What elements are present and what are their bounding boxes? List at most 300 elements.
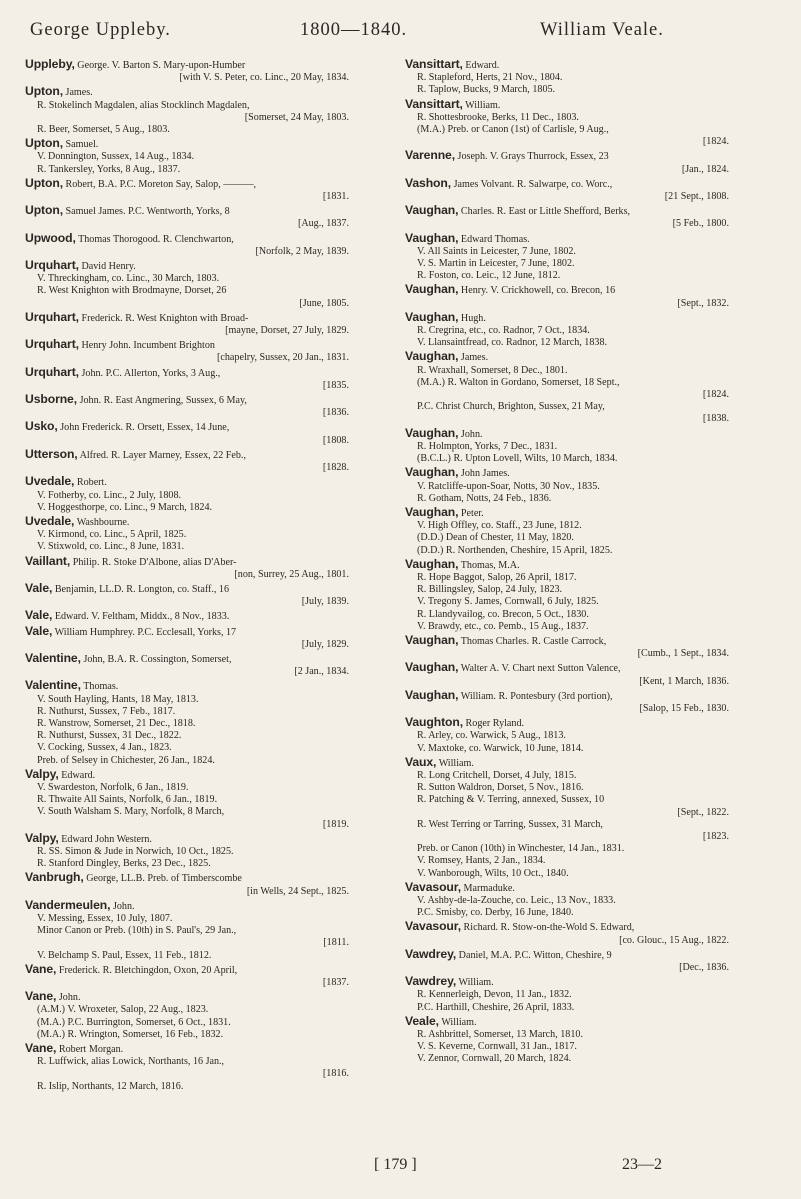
entry-heading-line (405, 232, 735, 246)
entry (25, 58, 355, 84)
entry-text: Samuel James. P.C. Wentworth, Yorks, 8 (65, 206, 230, 218)
entry-surname: Usborne, (25, 392, 78, 407)
entry-line: [Jan., 1824. (681, 163, 729, 175)
entry-surname: Vaughan, (405, 309, 459, 324)
entry-line: R. Shottesbrooke, Berks, 11 Dec., 1803. (417, 111, 579, 123)
entry-text: James. (65, 87, 93, 99)
entry-surname: Vane, (25, 989, 57, 1004)
entry-surname: Usko, (25, 419, 58, 434)
entry-heading-line (25, 448, 355, 462)
entry-text: William. (465, 99, 501, 111)
entry-line: [21 Sept., 1808. (664, 191, 729, 203)
entry-line: [Somerset, 24 May, 1803. (244, 111, 349, 123)
entry-text: James Volvant. R. Salwarpe, co. Worc., (453, 178, 613, 190)
entry-line: (M.A.) P.C. Burrington, Somerset, 6 Oct., 1831. (37, 1016, 231, 1028)
entry-line: [2 Jan., 1834. (294, 666, 349, 678)
entry-line: V. Brawdy, etc., co. Pemb., 15 Aug., 1837. (417, 620, 589, 632)
entry-surname: Vane, (25, 1041, 57, 1056)
entry-heading-line (25, 832, 355, 846)
entry-line: V. Messing, Essex, 10 July, 1807. (37, 913, 173, 924)
entry-line: V. Wanborough, Wilts, 10 Oct., 1840. (417, 867, 569, 879)
entry-line: V. Swardeston, Norfolk, 6 Jan., 1819. (37, 781, 189, 793)
entry-heading-line (25, 58, 355, 72)
entry-text: Samuel. (65, 139, 99, 151)
entry-line: [1816. (322, 1068, 349, 1080)
entry-line: [mayne, Dorset, 27 July, 1829. (225, 325, 349, 337)
entry-text: James. (460, 352, 489, 364)
running-head-date-range: 1800—1840. (300, 20, 408, 40)
entry (25, 177, 355, 203)
entry-line: R. Cregrina, etc., co. Radnor, 7 Oct., 1834. (417, 325, 590, 337)
entry-text: Washbourne. (76, 516, 130, 528)
entry-text: John. (112, 900, 135, 912)
entry-line: [1837. (322, 977, 349, 989)
entry-heading-line (405, 634, 735, 648)
entry-text: Philip. R. Stoke D'Albone, alias D'Aber- (72, 556, 237, 568)
entry (405, 756, 735, 880)
right-column (405, 58, 735, 1138)
entry-heading-line (405, 58, 735, 72)
entry-surname: Uvedale, (25, 474, 75, 489)
entry-heading-line (25, 137, 355, 151)
entry-heading-line (25, 1042, 355, 1056)
entry-heading-line (405, 149, 735, 163)
page-footer (0, 1156, 801, 1186)
entry-line: P.C. Harthill, Cheshire, 26 April, 1833. (417, 1001, 575, 1013)
entry-text: John James. (460, 468, 510, 480)
entry (25, 652, 355, 678)
entry-line: R. Sutton Waldron, Dorset, 5 Nov., 1816. (417, 782, 584, 794)
entry-text: Edward. (465, 60, 500, 71)
entry-surname: Vawdrey, (405, 974, 457, 989)
entry-heading-line (25, 768, 355, 782)
entry-text: John. R. East Angmering, Sussex, 6 May, (79, 395, 247, 407)
signature-mark: 23—2 (622, 1156, 662, 1173)
entry-line: Preb. or Canon (10th) in Winchester, 14 Jan., 1831. (417, 843, 625, 855)
entry-text: William. (441, 1016, 477, 1028)
entry (405, 177, 735, 203)
entry (25, 85, 355, 136)
entry (25, 1042, 355, 1093)
entry-heading-line (25, 652, 355, 666)
entry-heading-line (25, 85, 355, 99)
entry-line: V. Llansaintfread, co. Radnor, 12 March, 1838. (417, 337, 608, 349)
entry-heading-line (405, 177, 735, 191)
left-column (25, 58, 355, 1138)
entry (405, 506, 735, 557)
entry-surname: Vaughan, (405, 632, 459, 647)
entry (25, 366, 355, 392)
entry-line: R. West Terring or Tarring, Sussex, 31 March, (417, 818, 603, 830)
entry-line: [5 Feb., 1800. (672, 218, 729, 230)
entry-text: Benjamin, LL.D. R. Longton, co. Staff., 16 (54, 583, 230, 595)
entry-line: V. Cocking, Sussex, 4 Jan., 1823. (37, 742, 172, 754)
entry (25, 832, 355, 871)
entry-line: [1835. (322, 379, 349, 391)
entry-line: R. West Knighton with Brodmayne, Dorset, 26 (37, 285, 227, 297)
entry-heading-line (25, 963, 355, 977)
entry (405, 350, 735, 425)
entry-line: [July, 1829. (301, 638, 349, 650)
entry-text: Edward Thomas. (460, 233, 530, 245)
entry (405, 881, 735, 920)
entry-surname: Utterson, (25, 446, 78, 461)
entry-line: V. South Walsham S. Mary, Norfolk, 8 March, (37, 806, 225, 818)
entry-text: Charles. R. East or Little Shefford, Berks, (460, 206, 631, 218)
entry-surname: Vaughan, (405, 465, 459, 480)
entry-line: R. Ashbrittel, Somerset, 13 March, 1810. (417, 1029, 583, 1041)
entry-heading-line (25, 679, 355, 693)
entry-line: Preb. of Selsey in Chichester, 26 Jan., 1824. (37, 754, 215, 766)
entry-line: (M.A.) Preb. or Canon (1st) of Carlisle, 9 Aug., (417, 124, 609, 136)
entry-text: Thomas, M.A. (460, 559, 520, 571)
entry-line: [Sept., 1832. (677, 297, 729, 309)
entry-line: [with V. S. Peter, co. Linc., 20 May, 1834. (179, 72, 349, 84)
entry (405, 948, 735, 974)
entry-heading-line (405, 283, 735, 297)
entry-surname: Vale, (25, 580, 53, 595)
entry (405, 634, 735, 660)
entry-surname: Vaughan, (405, 349, 459, 364)
entry-line: V. Stixwold, co. Linc., 8 June, 1831. (37, 541, 185, 553)
entry-line: (M.A.) R. Wrington, Somerset, 16 Feb., 1832. (37, 1028, 224, 1040)
entry-surname: Vavasour, (405, 879, 462, 894)
entry-line: R. Wanstrow, Somerset, 21 Dec., 1818. (37, 717, 196, 729)
entry-line: R. Kennerleigh, Devon, 11 Jan., 1832. (417, 989, 572, 1001)
entry-surname: Vashon, (405, 175, 452, 190)
entry-line: [Salop, 15 Feb., 1830. (639, 702, 729, 714)
entry-text: John. P.C. Allerton, Yorks, 3 Aug., (81, 367, 221, 379)
entry-line: R. Luffwick, alias Lowick, Northants, 16 Jan., (37, 1056, 225, 1068)
entry-text: David Henry. (81, 261, 136, 273)
entry-line: V. Hoggesthorpe, co. Linc., 9 March, 1824. (37, 501, 213, 513)
entry-surname: Upton, (25, 136, 63, 151)
entry-line: R. SS. Simon & Jude in Norwich, 10 Oct., 1825. (37, 845, 234, 857)
entry (25, 311, 355, 337)
entry-surname: Urquhart, (25, 309, 79, 324)
entry-line: [1828. (322, 462, 349, 474)
entry-text: George. V. Barton S. Mary-upon-Humber (77, 60, 246, 71)
entry-heading-line (25, 393, 355, 407)
entry-line: V. Threckingham, co. Linc., 30 March, 1803. (37, 273, 220, 285)
entry (25, 582, 355, 608)
entry-line: R. Long Critchell, Dorset, 4 July, 1815. (417, 769, 577, 781)
entry-heading-line (25, 609, 355, 623)
entry-line: V. S. Keverne, Cornwall, 31 Jan., 1817. (417, 1041, 577, 1053)
entry-text: Edward John Western. (61, 833, 152, 845)
entry (25, 448, 355, 474)
entry (405, 58, 735, 97)
entry-text: William. (458, 977, 494, 989)
entry-heading-line (25, 555, 355, 569)
entry-line: P.C. Smisby, co. Derby, 16 June, 1840. (417, 907, 574, 919)
entry-line: [Aug., 1837. (297, 218, 349, 230)
entry-line: (D.D.) Dean of Chester, 11 May, 1820. (417, 532, 574, 544)
entry-line: [June, 1805. (299, 297, 349, 309)
entry-line: [1823. (702, 830, 729, 842)
entry-heading-line (405, 975, 735, 989)
entry-text: Peter. (460, 507, 484, 519)
running-head-last-name: William Veale. (540, 20, 664, 40)
entry-heading-line (405, 661, 735, 675)
entry-line: R. Stokelinch Magdalen, alias Stocklinch Magdalen, (37, 99, 250, 111)
entry-line: [1838. (702, 413, 729, 425)
entry-text: Richard. R. Stow-on-the-Wold S. Edward, (463, 922, 635, 934)
entry (25, 555, 355, 581)
entry-heading-line (405, 427, 735, 441)
entry-text: John, B.A. R. Cossington, Somerset, (83, 653, 232, 665)
entry-text: William. (438, 757, 474, 769)
entry-surname: Vaughan, (405, 282, 459, 297)
running-head (30, 20, 771, 50)
entry-heading-line (25, 338, 355, 352)
entry-surname: Vaux, (405, 754, 437, 769)
entry-line: V. South Hayling, Hants, 18 May, 1813. (37, 693, 199, 705)
entry (25, 515, 355, 554)
entry-surname: Vansittart, (405, 58, 463, 71)
entry-surname: Vaughton, (405, 715, 464, 730)
entry-line: V. Ratcliffe-upon-Soar, Notts, 30 Nov., 1835. (417, 480, 600, 492)
entry-line: Minor Canon or Preb. (10th) in S. Paul's, 29 Jan., (37, 925, 237, 937)
entry-heading-line (405, 558, 735, 572)
entry-heading-line (25, 177, 355, 191)
entry-heading-line (405, 98, 735, 112)
entry-surname: Upwood, (25, 230, 76, 245)
entry-text: Joseph. V. Grays Thurrock, Essex, 23 (457, 151, 609, 163)
entry-line: P.C. Christ Church, Brighton, Sussex, 21 May, (417, 401, 605, 413)
entry-line: [in Wells, 24 Sept., 1825. (246, 885, 349, 897)
entry-line: V. S. Martin in Leicester, 7 June, 1802. (417, 258, 575, 270)
entry-heading-line (405, 689, 735, 703)
entry-text: Thomas Charles. R. Castle Carrock, (460, 635, 607, 647)
entry-heading-line (25, 871, 355, 885)
entry (405, 98, 735, 149)
entry-line: R. Stapleford, Herts, 21 Nov., 1804. (417, 72, 563, 84)
entry-surname: Urquhart, (25, 337, 79, 352)
entry-surname: Upton, (25, 203, 63, 218)
entry (25, 204, 355, 230)
entry-heading-line (25, 420, 355, 434)
entry-heading-line (405, 948, 735, 962)
entry-line: R. Nuthurst, Sussex, 7 Feb., 1817. (37, 705, 176, 717)
entry-line: [Cumb., 1 Sept., 1834. (637, 648, 729, 660)
entry-line: V. Zennor, Cornwall, 20 March, 1824. (417, 1053, 572, 1065)
entry-line: V. Maxtoke, co. Warwick, 10 June, 1814. (417, 742, 584, 754)
entry-heading-line (25, 475, 355, 489)
entry (25, 679, 355, 766)
entry (405, 149, 735, 175)
entry-surname: Vandermeulen, (25, 897, 111, 912)
entry-line: [1836. (322, 407, 349, 419)
entry-heading-line (405, 1015, 735, 1029)
entry-heading-line (405, 881, 735, 895)
entry-line: [Norfolk, 2 May, 1839. (255, 245, 349, 257)
entry-line: [July, 1839. (301, 596, 349, 608)
entry-surname: Vaillant, (25, 553, 71, 568)
entry-line: R. Stanford Dingley, Berks, 23 Dec., 1825. (37, 858, 211, 870)
entry (25, 259, 355, 310)
entry-heading-line (25, 990, 355, 1004)
entry-line: R. Billingsley, Salop, 24 July, 1823. (417, 584, 563, 596)
entry (25, 232, 355, 258)
entry-line: R. Hope Baggot, Salop, 26 April, 1817. (417, 571, 577, 583)
entry-heading-line (25, 311, 355, 325)
entry-line: [Sept., 1822. (677, 806, 729, 818)
entry-line: [chapelry, Sussex, 20 Jan., 1831. (217, 352, 349, 364)
entry-text: Robert, B.A. P.C. Moreton Say, Salop, ———, (65, 178, 257, 190)
entry-surname: Vane, (25, 961, 57, 976)
entry-text: Henry. V. Crickhowell, co. Brecon, 16 (460, 285, 616, 297)
entry-text: Frederick. R. West Knighton with Broad- (81, 312, 249, 324)
entry-line: [1811. (323, 937, 349, 949)
entry (25, 990, 355, 1041)
entry-text: Hugh. (460, 312, 486, 324)
entry-surname: Urquhart, (25, 258, 79, 273)
entry-line: V. Fotherby, co. Linc., 2 July, 1808. (37, 489, 182, 501)
entry-text: Henry John. Incumbent Brighton (81, 340, 215, 352)
entry-line: [Dec., 1836. (679, 962, 729, 974)
entry (405, 558, 735, 633)
entry-surname: Valpy, (25, 830, 59, 845)
entry-text: John. (460, 428, 483, 440)
entry-text: Thomas. (83, 681, 119, 693)
entry-surname: Veale, (405, 1013, 439, 1028)
entry-text: Alfred. R. Layer Marney, Essex, 22 Feb., (79, 449, 246, 461)
entry-text: Frederick. R. Bletchingdon, Oxon, 20 April, (58, 964, 238, 976)
entry-line: R. Gotham, Notts, 24 Feb., 1836. (417, 492, 552, 504)
entry-surname: Vansittart, (405, 96, 463, 111)
entry-text: Walter A. V. Chart next Sutton Valence, (460, 663, 621, 675)
entry-line: R. Patching & V. Terring, annexed, Sussex, 10 (417, 794, 605, 806)
entry-line: [co. Glouc., 15 Aug., 1822. (619, 934, 729, 946)
entry-line: R. Beer, Somerset, 5 Aug., 1803. (37, 124, 170, 136)
entry-text: John Frederick. R. Orsett, Essex, 14 June, (60, 422, 230, 434)
entry-line: V. Donnington, Sussex, 14 Aug., 1834. (37, 151, 195, 163)
entry-surname: Upton, (25, 84, 63, 99)
entry (25, 475, 355, 514)
entry-heading-line (405, 311, 735, 325)
entry-line: (B.C.L.) R. Upton Lovell, Wilts, 10 March, 1834. (417, 453, 618, 465)
entry-heading-line (25, 582, 355, 596)
entry-heading-line (25, 232, 355, 246)
entry-surname: Uvedale, (25, 513, 75, 528)
entry-line: [Kent, 1 March, 1836. (639, 675, 729, 687)
entry-line: [non, Surrey, 25 Aug., 1801. (234, 568, 349, 580)
entry-heading-line (405, 350, 735, 364)
entry-heading-line (405, 466, 735, 480)
entry-line: R. Arley, co. Warwick, 5 Aug., 1813. (417, 730, 566, 742)
entry (405, 311, 735, 350)
entry-text: George, LL.B. Preb. of Timberscombe (86, 873, 242, 885)
entry-text: Robert. (76, 477, 107, 489)
entry-line: R. Wraxhall, Somerset, 8 Dec., 1801. (417, 364, 568, 376)
entry (25, 768, 355, 831)
entry (25, 137, 355, 176)
entry-surname: Vale, (25, 608, 53, 623)
entry-heading-line (405, 506, 735, 520)
entry (25, 963, 355, 989)
entry-surname: Valentine, (25, 678, 81, 693)
entry-heading-line (405, 716, 735, 730)
entry (405, 920, 735, 946)
entry (405, 975, 735, 1014)
entry-line: V. Belchamp S. Paul, Essex, 11 Feb., 1812. (37, 949, 212, 961)
entry-surname: Vavasour, (405, 919, 462, 934)
entry-line: R. Taplow, Bucks, 9 March, 1805. (417, 84, 556, 96)
entry-surname: Vaughan, (405, 230, 459, 245)
entry-line: R. Thwaite All Saints, Norfolk, 6 Jan., 1819. (37, 794, 218, 806)
entry-surname: Vaughan, (405, 203, 459, 218)
entry-text: Edward. V. Feltham, Middx., 8 Nov., 1833. (54, 611, 230, 623)
entry-line: R. Islip, Northants, 12 March, 1816. (37, 1080, 184, 1092)
entry-line: [1824. (702, 136, 729, 148)
entry-text: John. (58, 992, 81, 1004)
page-number: [ 179 ] (374, 1156, 417, 1173)
entry-heading-line (25, 366, 355, 380)
entry-line: V. Tregony S. James, Cornwall, 6 July, 1825. (417, 596, 599, 608)
entry-heading-line (25, 625, 355, 639)
entry-surname: Vaughan, (405, 556, 459, 571)
entry (405, 204, 735, 230)
entry-line: (A.M.) V. Wroxeter, Salop, 22 Aug., 1823. (37, 1004, 209, 1016)
entry (25, 899, 355, 962)
entry-heading-line (25, 259, 355, 273)
entry-surname: Vawdrey, (405, 946, 457, 961)
entry (25, 871, 355, 897)
entry (25, 393, 355, 419)
entry-surname: Urquhart, (25, 364, 79, 379)
entry-line: [1831. (322, 191, 349, 203)
entry-surname: Valentine, (25, 650, 81, 665)
entry (25, 609, 355, 623)
entry (405, 661, 735, 687)
entry-line: R. Nuthurst, Sussex, 31 Dec., 1822. (37, 730, 182, 742)
entry-surname: Vaughan, (405, 504, 459, 519)
entry (405, 283, 735, 309)
entry-heading-line (25, 204, 355, 218)
entry (405, 716, 735, 755)
entry-text: Daniel, M.A. P.C. Witton, Cheshire, 9 (458, 949, 612, 961)
entry-surname: Vaughan, (405, 687, 459, 702)
entry-line: R. Foston, co. Leic., 12 June, 1812. (417, 270, 561, 282)
entry-heading-line (25, 899, 355, 913)
entry (405, 466, 735, 505)
entry-line: V. Kirmond, co. Linc., 5 April, 1825. (37, 529, 187, 541)
entry-text: William Humphrey. P.C. Ecclesall, Yorks, 17 (54, 626, 237, 638)
entry-line: V. Romsey, Hants, 2 Jan., 1834. (417, 855, 546, 867)
entry-line: (M.A.) R. Walton in Gordano, Somerset, 18 Sept., (417, 376, 620, 388)
entry-surname: Vaughan, (405, 660, 459, 675)
entry-heading-line (405, 204, 735, 218)
entry-text: Thomas Thorogood. R. Clenchwarton, (78, 233, 234, 245)
entry-heading-line (405, 920, 735, 934)
entry-line: R. Tankersley, Yorks, 8 Aug., 1837. (37, 163, 181, 175)
entry (405, 689, 735, 715)
entry-line: (D.D.) R. Northenden, Cheshire, 15 April, 1825. (417, 544, 613, 556)
entry-surname: Varenne, (405, 148, 456, 163)
entry-heading-line (405, 756, 735, 770)
entry-text: Roger Ryland. (465, 718, 525, 730)
entry-line: [1808. (322, 434, 349, 446)
entry-surname: Upton, (25, 175, 63, 190)
entry (25, 338, 355, 364)
entry-line: V. All Saints in Leicester, 7 June, 1802. (417, 245, 576, 257)
entry-heading-line (25, 515, 355, 529)
entry (25, 420, 355, 446)
entry (25, 625, 355, 651)
entry (405, 427, 735, 466)
entry-line: R. Llandyvailog, co. Brecon, 5 Oct., 1830. (417, 608, 589, 620)
